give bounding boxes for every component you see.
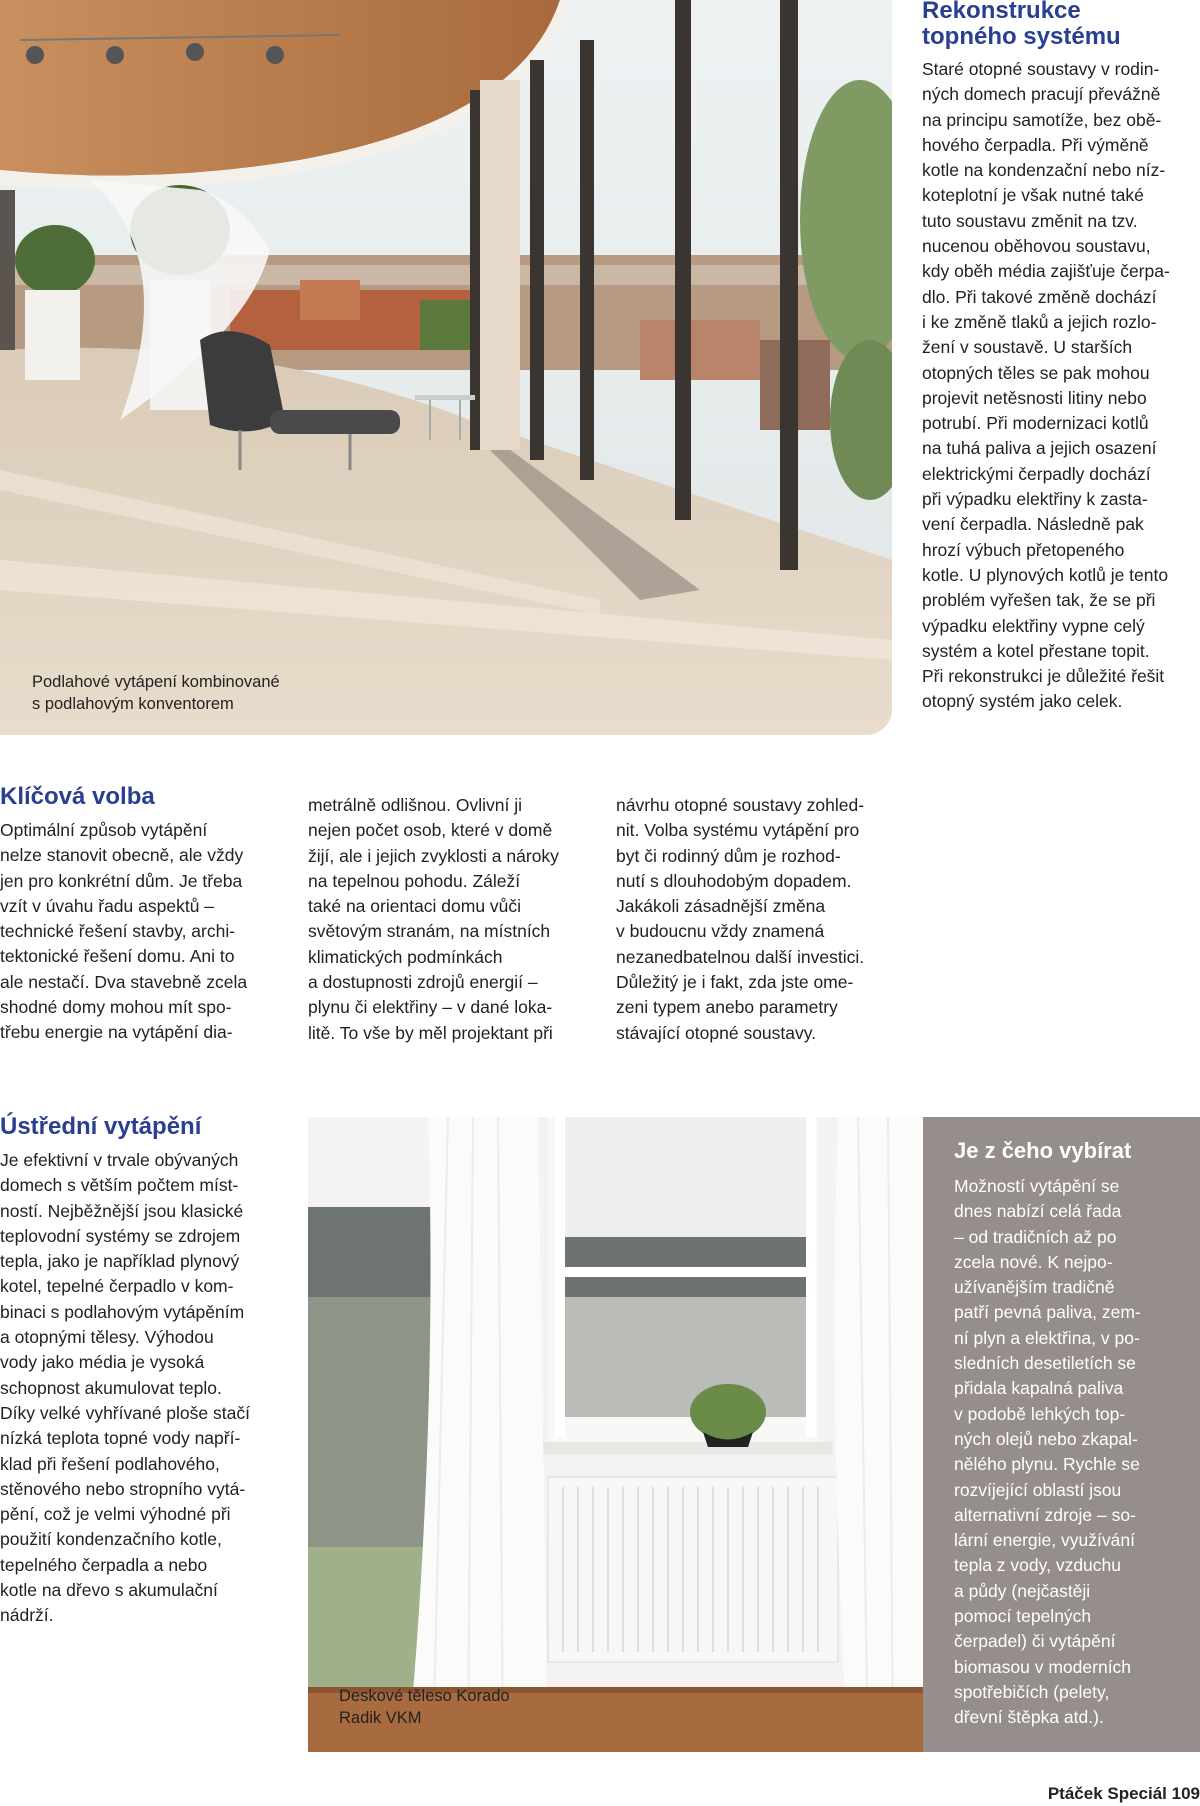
rekonstrukce-text: Staré otopné soustavy v rodin- ných domech pracují převážně na principu samotíže, bez obě- hového čerpadla. Při výměně kotle na kondenzační nebo níz- koteplotní je však nutné také tuto soustavu změnit na tzv. nucenou oběhovou soustavu, kdy oběh média zajišťuje čerpa- dlo. Při takové změně dochází i ke změně tlaků a jejich rozlo- žení v soustavě. U starších otopných těles se pak mohou projevit netěsnosti litiny nebo potrubí. Při modernizaci kotlů na tuhá paliva a jejich osazení elektrickými čerpadly dochází při výpadku elektřiny k zasta- vení čerpadla. Následně pak hrozí výbuch přetopeného kotle. U plynových kotlů je tento problém vyřešen tak, že se při výpadku elektřiny vypne celý systém a kotel přestane topit. Při rekonstrukci je důležité řešit otopný systém jako celek. [922,59,1170,712]
bottom-photo-illustration [308,1117,923,1752]
klicova-volba-col2: metrálně odlišnou. Ovlivní ji nejen počet osob, které v domě žijí, ale i jejich zvyklosti a nároky na tepelnou pohodu. Záleží také na orientaci domu vůči světovým stranám, na místních klimatických podmínkách a dostupnosti zdrojů energií – plynu či elektřiny – v dané loka- litě. To vše by měl projektant při [308,795,559,1043]
bottom-photo-caption: Deskové těleso Korado Radik VKM [339,1687,510,1727]
klicova-volba-title: Klíčová volba [0,783,155,810]
ustredni-title: Ústřední vytápění [0,1113,202,1140]
sidebar-text: Možností vytápění se dnes nabízí celá řada – od tradičních až po zcela nové. K nejpo- užívanějším tradičně patří pevná paliva, zem- ní plyn a elektřina, v po- sledních desetiletích se přidala kapalná paliva v podobě lehkých top- ných olejů nebo zkapal- nělého plynu. Rychle se rozvíjející oblastí jsou alternativní zdroje – so- lární energie, využívání tepla z vody, vzduchu a půdy (nejčastěji pomocí tepelných čerpadel) či vytápění biomasou v moderních spotřebičích (pelety, dřevní štěpka atd.). [954,1176,1141,1728]
rekonstrukce-title: Rekonstrukce topného systému [922,0,1121,50]
klicova-volba-col1: Optimální způsob vytápění nelze stanovit obecně, ale vždy jen pro konkrétní dům. Je třeba vzít v úvahu řadu aspektů – technické řešení stavby, archi- tektonické řešení domu. Ani to ale nestačí. Dva stavebně zcela shodné domy mohou mít spo- třebu energie na vytápění dia- [0,820,248,1043]
page-footer: Ptáček Speciál 109 [1047,1784,1200,1803]
sidebar-box [923,1117,1200,1752]
klicova-volba-col3: návrhu otopné soustavy zohled- nit. Volba systému vytápění pro byt či rodinný dům je rozhod- nutí s dlouhodobým dopadem. Jakákoli zásadnější změna v budoucnu vždy znamená nezanedbatelnou další investici. Důležitý je i fakt, zda jste ome- zeni typem anebo parametry stávající otopné soustavy. [616,795,865,1043]
sidebar-title: Je z čeho vybírat [954,1138,1132,1163]
bottom-photo [308,1117,923,1752]
top-photo [0,0,892,735]
top-photo-illustration [0,0,892,735]
ustredni-text: Je efektivní v trvale obývaných domech s větším počtem míst- ností. Nejběžnější jsou klasické teplovodní systémy se zdrojem tepla, jako je například plynový kotel, tepelné čerpadlo v kom- binaci s podlahovým vytápěním a otopnými tělesy. Výhodou vody jako média je vysoká schopnost akumulovat teplo. Díky velké vyhřívané ploše stačí nízká teplota topné vody napří- klad při řešení podlahového, stěnového nebo stropního vytá- pění, což je velmi výhodné při použití kondenzačního kotle, tepelného čerpadla a nebo kotle na dřevo s akumulační nádrží. [0,1150,250,1626]
top-photo-caption: Podlahové vytápení kombinované s podlahovým konventorem [32,673,280,713]
